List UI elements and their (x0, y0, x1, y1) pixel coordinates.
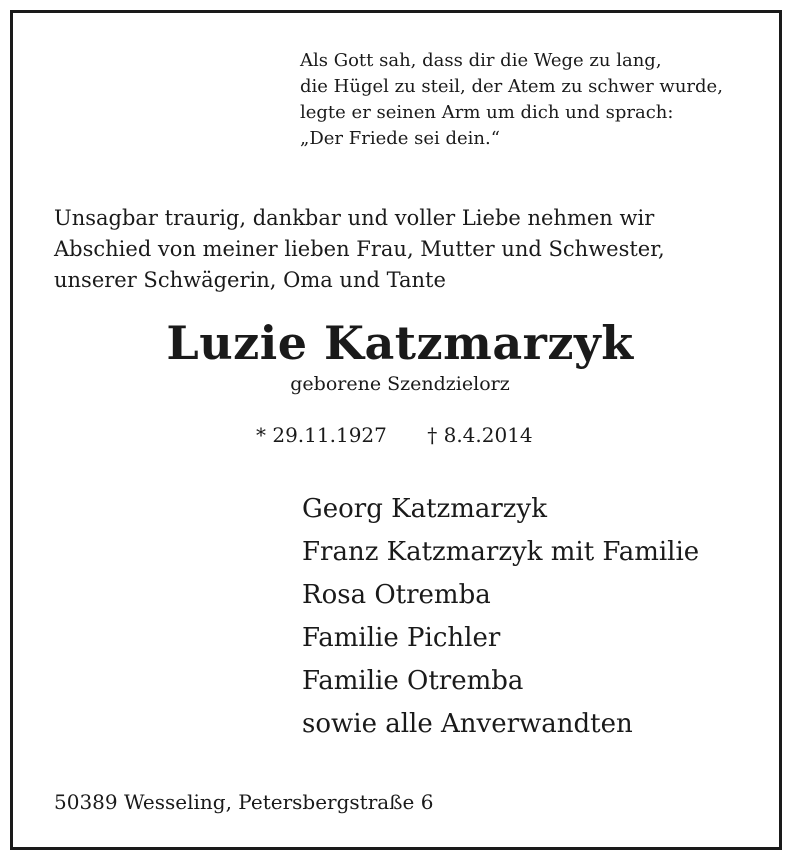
verse-line: Als Gott sah, dass dir die Wege zu lang, (300, 50, 662, 71)
intro-line: unserer Schwägerin, Oma und Tante (54, 268, 446, 292)
intro-text (54, 203, 665, 296)
verse-line: legte er seinen Arm um dich und sprach: (300, 102, 674, 123)
birth-date: * 29.11.1927 (256, 423, 387, 447)
deceased-name: Luzie Katzmarzyk (166, 316, 634, 370)
list-item: Rosa Otremba (302, 580, 491, 610)
list-item: Georg Katzmarzyk (302, 494, 547, 524)
death-date: † 8.4.2014 (427, 423, 533, 447)
verse-line: die Hügel zu steil, der Atem zu schwer wurde, (300, 76, 723, 97)
intro-line: Unsagbar traurig, dankbar und voller Liebe nehmen wir (54, 206, 655, 230)
mourners-list (302, 488, 699, 746)
verse-line: „Der Friede sei dein.“ (300, 128, 500, 149)
list-item: Familie Otremba (302, 666, 524, 696)
intro-line: Abschied von meiner lieben Frau, Mutter und Schwester, (54, 237, 665, 261)
maiden-name: geborene Szendzielorz (290, 373, 510, 395)
list-item: sowie alle Anverwandten (302, 709, 633, 739)
life-dates (256, 421, 533, 449)
verse-quote (300, 48, 723, 152)
list-item: Familie Pichler (302, 623, 501, 653)
list-item: Franz Katzmarzyk mit Familie (302, 537, 700, 567)
address: 50389 Wesseling, Petersbergstraße 6 (54, 790, 434, 814)
